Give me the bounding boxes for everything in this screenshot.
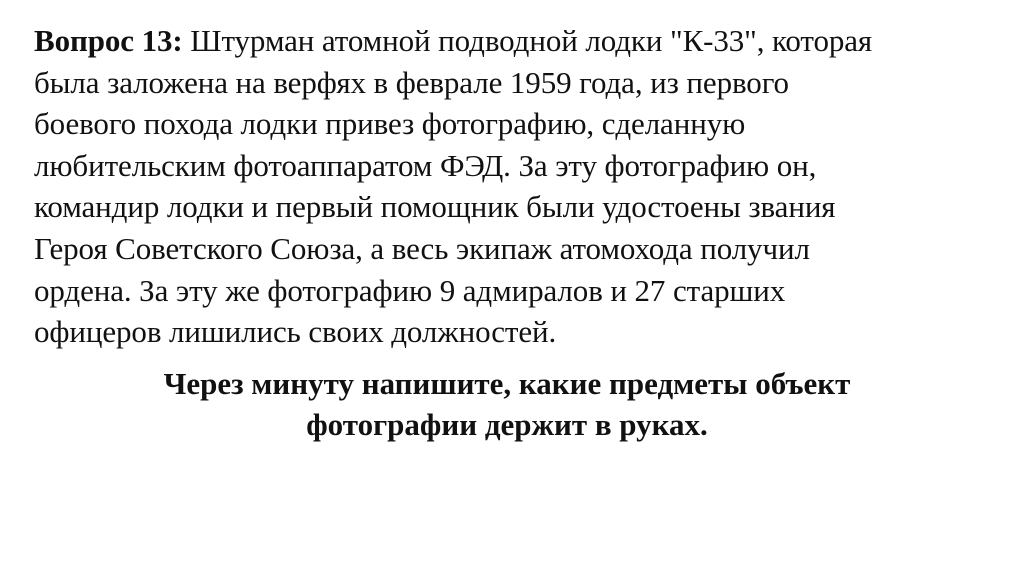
question-line: боевого похода лодки привез фотографию, сделанную (34, 106, 746, 142)
question-line: ордена. За эту же фотографию 9 адмиралов и 27 старших (34, 272, 786, 308)
question-line: офицеров лишились своих должностей. (34, 314, 557, 350)
question-text (34, 20, 994, 353)
question-line: Героя Советского Союза, а весь экипаж атомохода получил (34, 230, 810, 266)
task-line: фотографии держит в руках. (306, 407, 708, 442)
task-text (0, 363, 1014, 445)
question-label: Вопрос 13: (34, 23, 183, 58)
question-line-text: Штурман атомной подводной лодки "К-33", которая (182, 23, 873, 58)
task-line: Через минуту напишите, какие предметы объект (163, 366, 851, 401)
question-line: любительским фотоаппаратом ФЭД. За эту фотографию он, (34, 147, 817, 183)
question-line: командир лодки и первый помощник были удостоены звания (34, 189, 836, 225)
question-line (34, 20, 994, 62)
question-line: была заложена на верфях в феврале 1959 года, из первого (34, 64, 789, 100)
